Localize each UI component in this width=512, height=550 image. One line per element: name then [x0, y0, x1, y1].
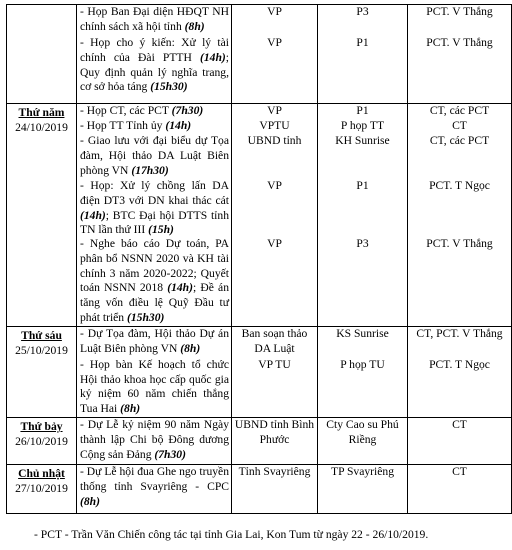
- lead-cell: CT: [408, 464, 512, 513]
- agenda-item: - Họp Ban Đại diện HĐQT NH chính sách xã hội tỉnh (8h): [80, 5, 229, 33]
- place-cell: UBND tỉnh Bình Phước: [232, 417, 318, 464]
- content-cell: [77, 464, 232, 513]
- lead-cell: CT: [408, 417, 512, 464]
- schedule-row: [7, 104, 512, 327]
- agenda-item: - Dự Tọa đàm, Hội thảo Dự án Luật Biên phòng VN (8h): [80, 326, 229, 355]
- place-cell: Tỉnh Svayriêng: [232, 464, 318, 513]
- day-cell: [7, 417, 77, 464]
- agenda-item: - Họp: Xử lý chồng lấn DA điện DT3 với DN khai thác cát (14h); BTC Đại hội DTTS tỉnh TN lần thứ III (15h): [80, 179, 229, 237]
- day-date: 24/10/2019: [15, 120, 68, 134]
- agenda-item: - Họp TT Tỉnh ủy (14h): [80, 119, 192, 132]
- place-cell: VP VPTU UBND tỉnh VP VP: [232, 104, 318, 327]
- agenda-item: - Dự Lễ hội đua Ghe ngo truyền thống tỉnh Svayriêng - CPC (8h): [80, 464, 229, 508]
- agenda-item: - Họp CT, các PCT (7h30): [80, 104, 204, 117]
- schedule-row: [7, 417, 512, 464]
- day-name: Chủ nhật: [18, 466, 65, 480]
- agenda-item: - Dự Lễ kỷ niệm 90 năm Ngày thành lập Chi bộ Đông dương Cộng sản Đảng (7h30): [80, 417, 229, 461]
- lead-cell: CT, PCT. V Thắng PCT. T Ngọc: [408, 326, 512, 417]
- schedule-row: [7, 5, 512, 104]
- room-cell: KS Sunrise P họp TU: [318, 326, 408, 417]
- day-cell: [7, 464, 77, 513]
- place-cell: Ban soạn thảo DA Luật VP TU: [232, 326, 318, 417]
- day-cell: [7, 5, 77, 104]
- schedule-row: [7, 464, 512, 513]
- room-cell: TP Svayriêng: [318, 464, 408, 513]
- agenda-item: - Nghe báo cáo Dự toán, PA phân bổ NSNN 2020 và KH tài chính 3 năm 2020-2022; Quyết toán NSNN 2018 (14h); Đề án tăng vốn điều lệ Quỹ Đầu tư phát triển (15h30): [80, 237, 229, 324]
- room-cell: P3 P1: [318, 5, 408, 104]
- lead-cell: PCT. V Thắng PCT. V Thắng: [408, 5, 512, 104]
- room-cell: Cty Cao su Phú Riềng: [318, 417, 408, 464]
- lead-cell: CT, các PCT CT CT, các PCT PCT. T Ngọc PCT. V Thắng: [408, 104, 512, 327]
- agenda-item: - Họp bàn Kế hoạch tổ chức Hội thảo khoa học cấp quốc gia kỷ niệm 60 năm chiến thắng Tua Hai (8h): [80, 357, 229, 416]
- content-cell: [77, 326, 232, 417]
- day-cell: [7, 326, 77, 417]
- day-name: Thứ bảy: [20, 419, 63, 433]
- content-cell: [77, 5, 232, 104]
- day-cell: [7, 104, 77, 327]
- footnote: - PCT - Trần Văn Chiến công tác tại tỉnh Gia Lai, Kon Tum từ ngày 22 - 26/10/2019.: [34, 528, 429, 541]
- schedule-row: [7, 326, 512, 417]
- content-cell: [77, 417, 232, 464]
- day-name: Thứ sáu: [21, 328, 62, 342]
- day-date: 27/10/2019: [15, 481, 68, 495]
- weekly-schedule-table: [6, 4, 512, 514]
- day-name: Thứ năm: [18, 106, 65, 119]
- room-cell: P1 P họp TT KH Sunrise P1 P3: [318, 104, 408, 327]
- agenda-item: - Họp cho ý kiến: Xử lý tài chính của Đài PTTH (14h); Quy định quản lý nghĩa trang, cơ sở hỏa táng (15h30): [80, 36, 229, 94]
- content-cell: [77, 104, 232, 327]
- day-date: 26/10/2019: [15, 434, 68, 448]
- agenda-item: - Giao lưu với đại biểu dự Tọa đàm, Hội thảo DA Luật Biên phòng VN (17h30): [80, 134, 229, 177]
- day-date: 25/10/2019: [15, 343, 68, 357]
- place-cell: VP VP: [232, 5, 318, 104]
